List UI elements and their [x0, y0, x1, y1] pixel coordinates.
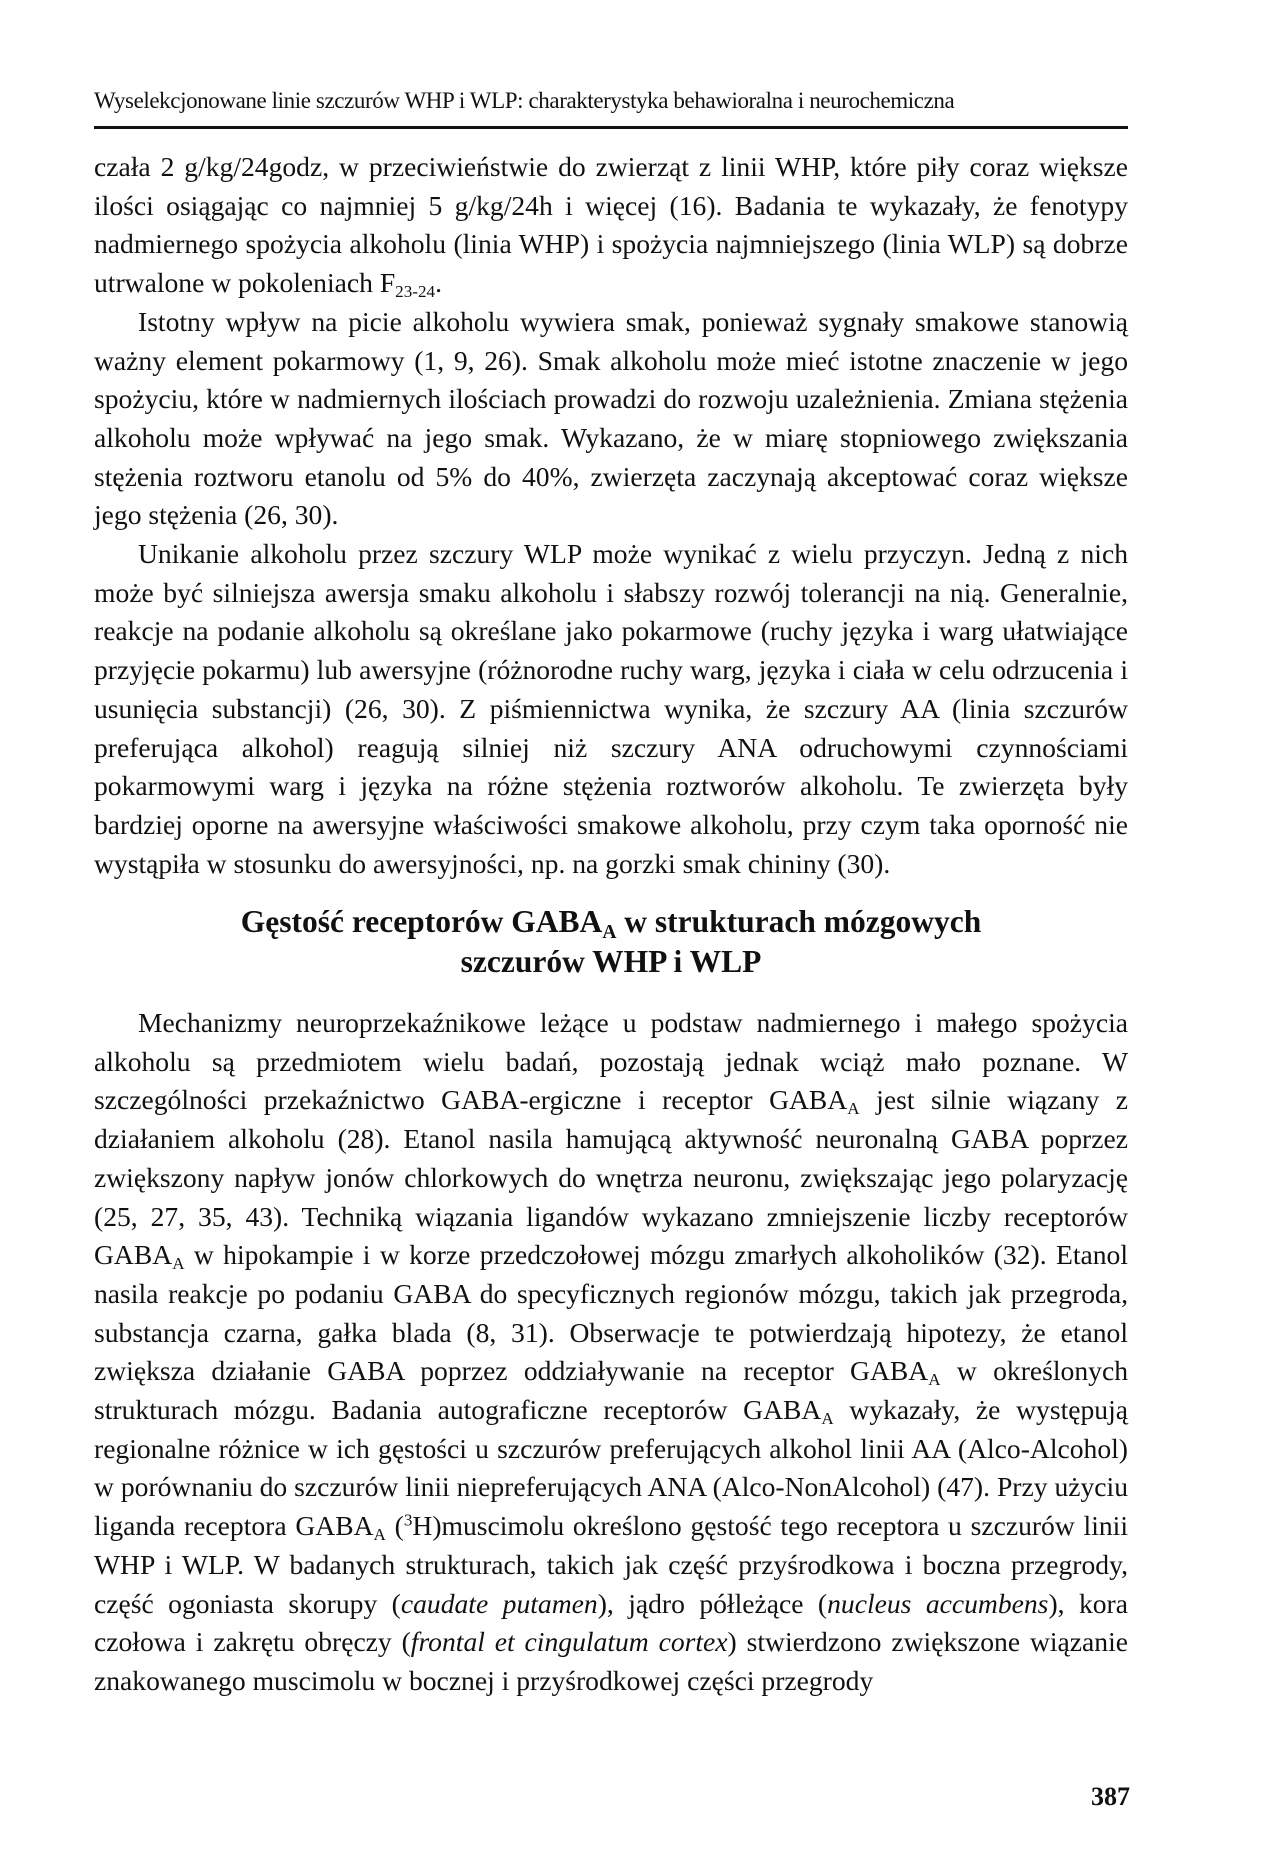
running-head: Wyselekcjonowane linie szczurów WHP i WLP: charakterystyka behawioralna i neurochemiczna — [94, 88, 955, 113]
subscript: A — [928, 1370, 941, 1390]
section-text-block — [94, 1004, 1128, 1701]
text-run: w określonych strukturach mózgu. Badania autograficzne receptorów GABA — [94, 1355, 1128, 1426]
superscript: 3 — [403, 1510, 413, 1530]
latin-term: frontal et cingulatum cortex — [410, 1626, 728, 1658]
heading-line-2: szczurów WHP i WLP — [460, 944, 762, 979]
subscript: A — [172, 1254, 185, 1274]
paragraph-gaba — [94, 1004, 1128, 1701]
subscript: A — [373, 1525, 386, 1545]
subscript: A — [821, 1409, 834, 1429]
text-run: jest silnie wiązany z działaniem alkoholu (28). Etanol nasila hamującą aktywność neuronalną GABA poprzez zwiększony napływ jonów chlorkowych do wnętrza neuronu, zwiększając jego polaryzację (25, 27, 35, 43). Techniką wiązania ligandów wykazano zmniejszenie liczby receptorów GABA — [94, 1084, 1129, 1271]
generation-subscript: 23-24 — [395, 282, 436, 302]
intro-text-block — [94, 148, 1128, 883]
paragraph-continued — [94, 148, 1128, 303]
sentence-end: . — [435, 267, 442, 299]
paragraph-text: czała 2 g/kg/24godz, w przeciwieństwie do zwierząt z linii WHP, które piły coraz większe ilości osiągając co najmniej 5 g/kg/24h i więcej (16). Badania te wykazały, że fenotypy nadmiernego spożycia alkoholu (linia WHP) i spożycia najmniejszego (linia WLP) są dobrze utrwalone w pokoleniach F — [94, 151, 1128, 299]
page-number: 387 — [1091, 1782, 1130, 1811]
text-run: H)muscimolu określono gęstość tego receptora u szczurów linii WHP i WLP. W badanych strukturach, takich jak część przyśrodkowa i boczna przegrody, część ogoniasta skorupy ( — [94, 1510, 1128, 1619]
heading-subscript: A — [602, 921, 617, 943]
subscript: A — [847, 1099, 860, 1119]
text-run: ) stwierdzono zwiększone wiązanie znakowanego muscimolu w bocznej i przyśrodkowej części przegrody — [94, 1626, 1128, 1696]
text-run: ), kora czołowa i zakrętu obręczy ( — [94, 1587, 1128, 1658]
text-run: Mechanizmy neuroprzekaźnikowe leżące u podstaw nadmiernego i małego spożycia alkoholu są przedmiotem wielu badań, pozostają jednak wciąż mało poznane. W szczególności przekaźnictwo GABA-ergiczne i receptor GABA — [94, 1007, 1128, 1116]
latin-term: nucleus accumbens — [827, 1587, 1049, 1619]
text-run: ( — [385, 1510, 404, 1542]
heading-part: Gęstość receptorów GABA — [240, 904, 603, 939]
text-run: w hipokampie i w korze przedczołowej mózgu zmarłych alkoholików (32). Etanol nasila reakcje po podaniu GABA do specyficznych regionów mózgu, takich jak przegroda, substancja czarna, gałka blada (8, 31). Obserwacje te potwierdzają hipotezy, że etanol zwiększa działanie GABA poprzez oddziaływanie na receptor GABA — [94, 1239, 1128, 1387]
section-heading — [94, 902, 1128, 982]
text-run: ), jądro półleżące ( — [597, 1587, 828, 1619]
text-run: wykazały, że występują regionalne różnice w ich gęstości u szczurów preferujących alkohol linii AA (Alco-Alcohol) w porównaniu do szczurów linii niepreferujących ANA (Alco-NonAlcohol) (47). Przy użyciu liganda receptora GABA — [94, 1394, 1128, 1542]
paragraph-taste: Istotny wpływ na picie alkoholu wywiera smak, ponieważ sygnały smakowe stanowią ważny element pokarmowy (1, 9, 26). Smak alkoholu może mieć istotne znaczenie w jego spożyciu, które w nadmiernych ilościach prowadzi do rozwoju uzależnienia. Zmiana stężenia alkoholu może wpływać na jego smak. Wykazano, że w miarę stopniowego zwiększania stężenia roztworu etanolu od 5% do 40%, zwierzęta zaczynają akceptować coraz większe jego stężenia (26, 30). — [94, 305, 1128, 531]
header-rule — [94, 126, 1128, 129]
paragraph-avoidance: Unikanie alkoholu przez szczury WLP może wynikać z wielu przyczyn. Jedną z nich może być silniejsza awersja smaku alkoholu i słabszy rozwój tolerancji na nią. Generalnie, reakcje na podanie alkoholu są określane jako pokarmowe (ruchy języka i warg ułatwiające przyjęcie pokarmu) lub awersyjne (różnorodne ruchy warg, języka i ciała w celu odrzucenia i usunięcia substancji) (26, 30). Z piśmiennictwa wynika, że szczury AA (linia szczurów preferująca alkohol) reagują silniej niż szczury ANA odruchowymi czynnościami pokarmowymi warg i języka na różne stężenia roztworów alkoholu. Te zwierzęta były bardziej oporne na awersyjne właściwości smakowe alkoholu, przy czym taka oporność nie wystąpiła w stosunku do awersyjności, np. na gorzki smak chininy (30). — [94, 538, 1128, 879]
heading-part: w strukturach mózgowych — [616, 904, 982, 939]
latin-term: caudate putamen — [400, 1587, 598, 1619]
